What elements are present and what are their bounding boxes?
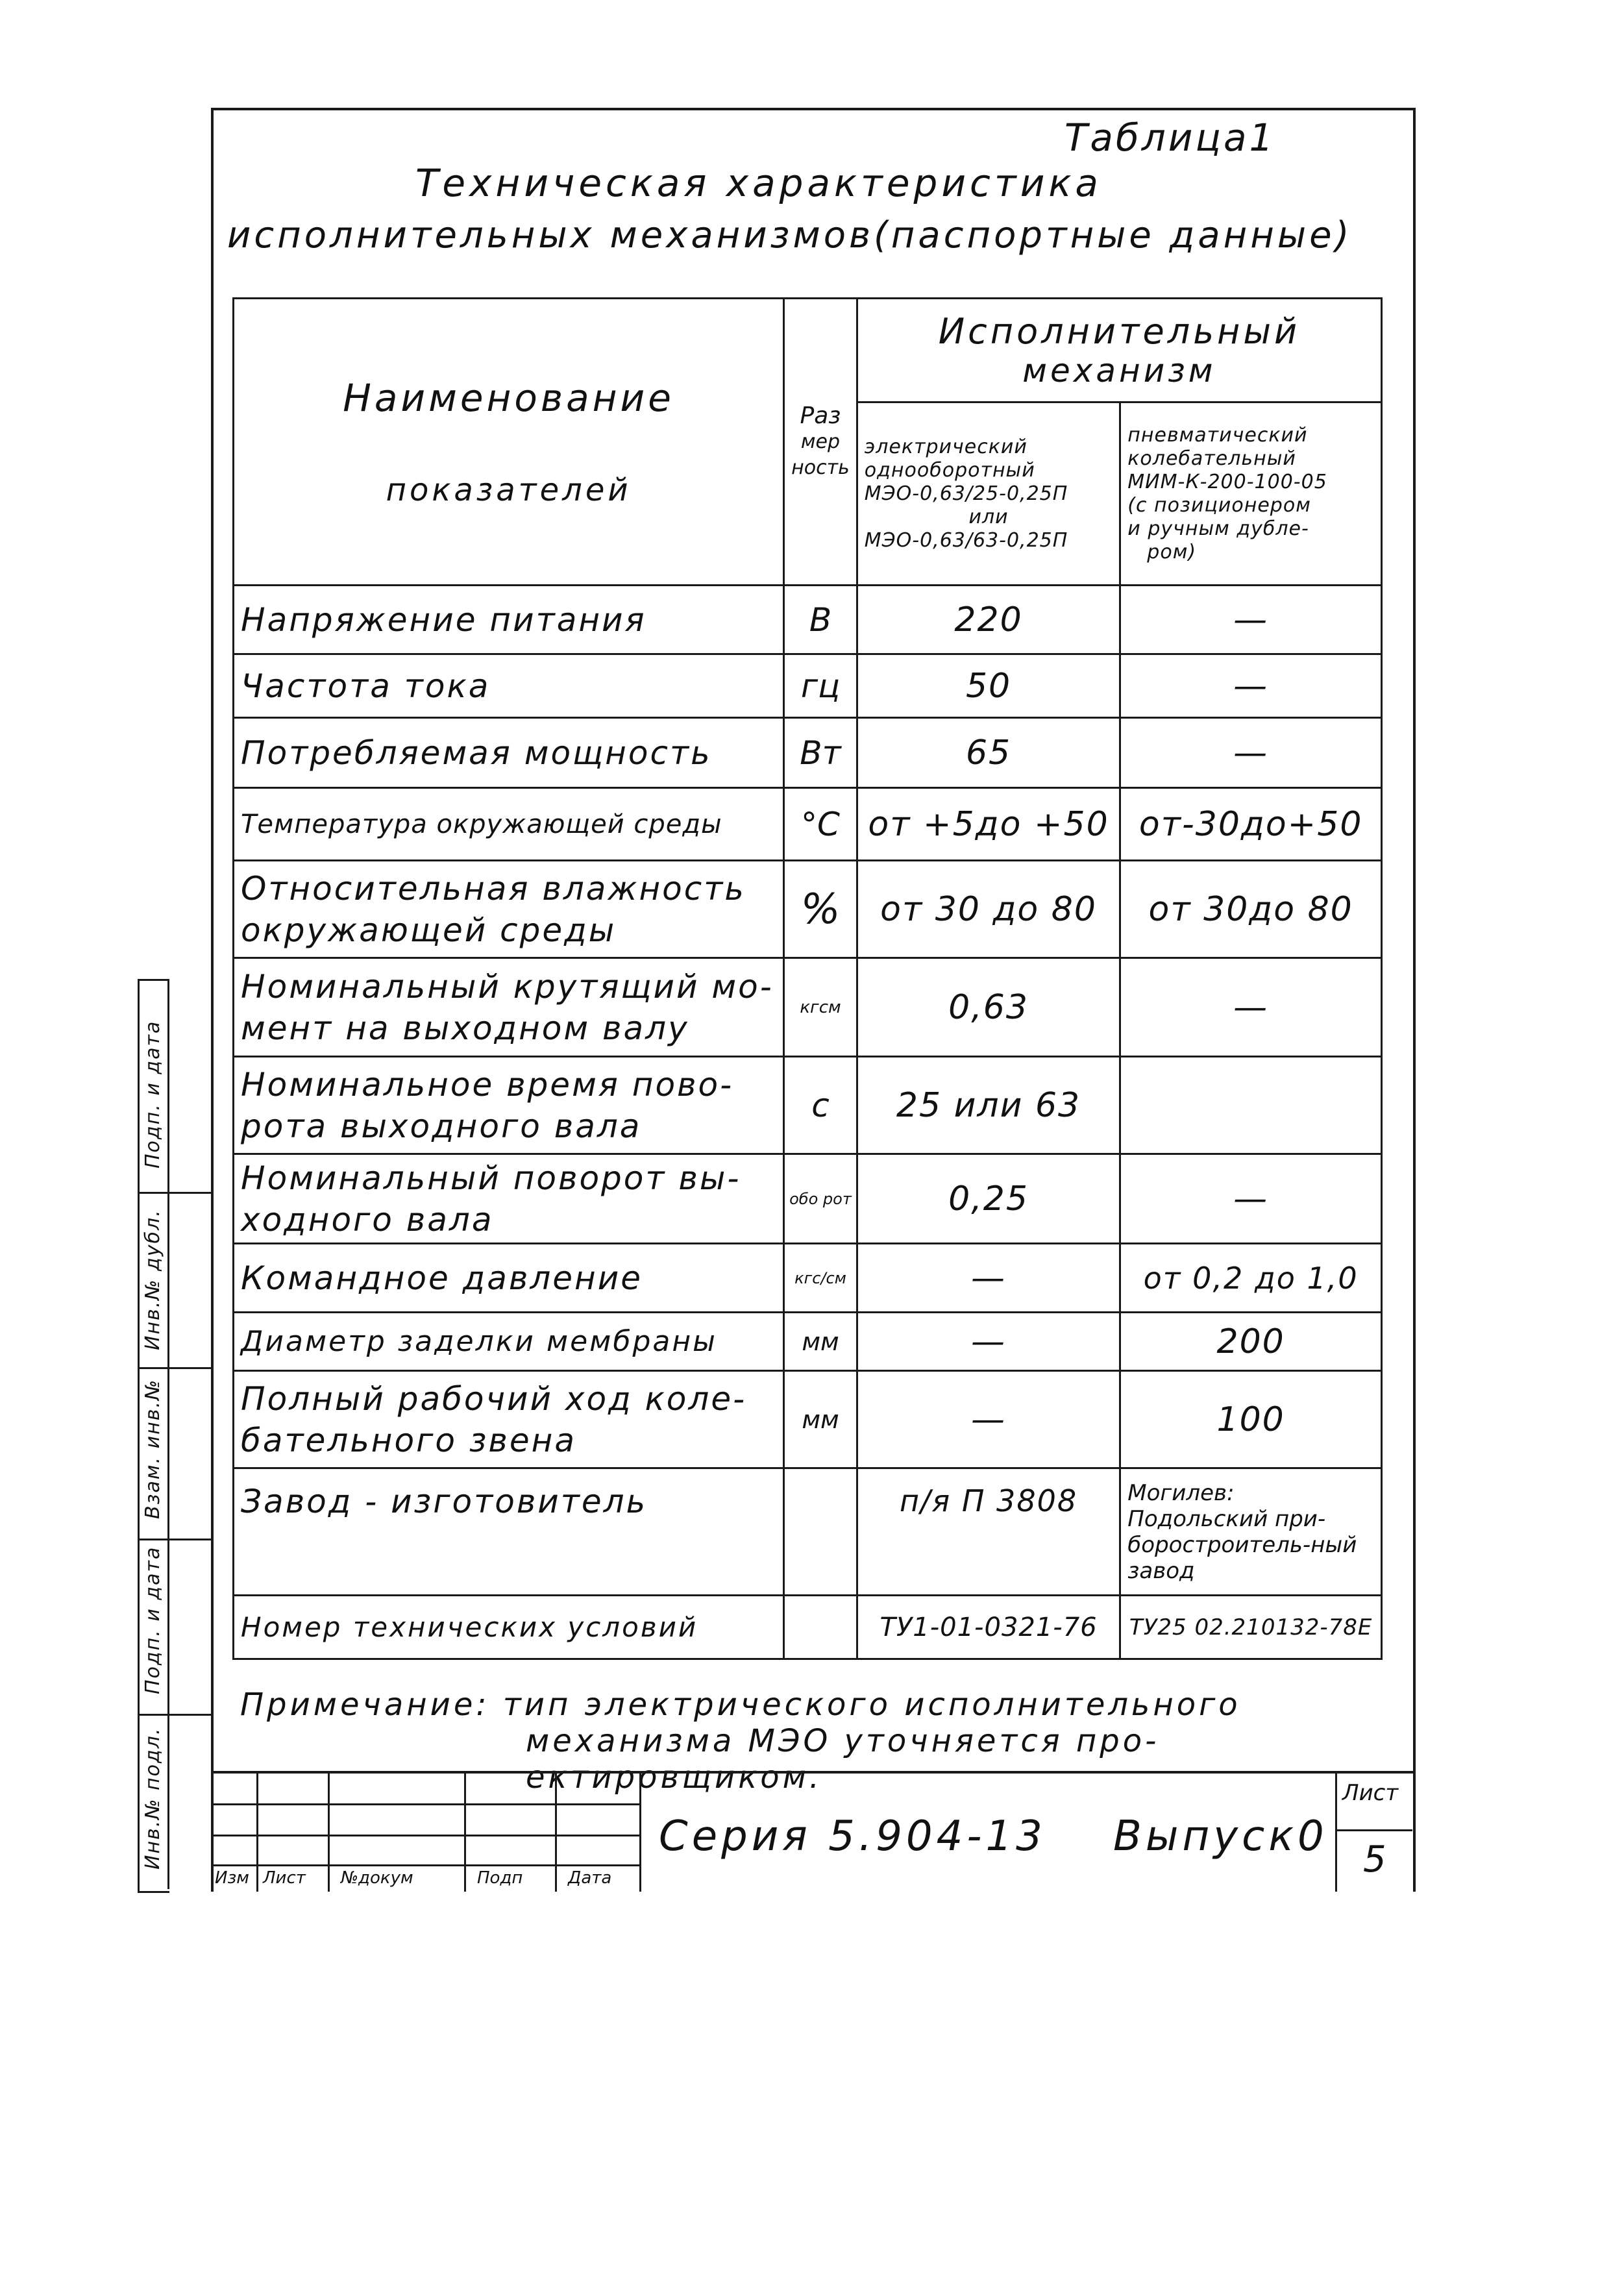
row-electric-value: от 30 до 80 (857, 861, 1120, 958)
col-header-pneu-l4: (с позиционером (1127, 493, 1311, 517)
col-header-unit-l1: Раз (800, 402, 841, 429)
row-pneumatic-value: ТУ25 02.210132-78Е (1120, 1596, 1382, 1659)
row-electric-value: от +5до +50 (857, 788, 1120, 861)
row-pneumatic-value: Могилев: Подольский при-боростроитель-ный завод (1120, 1468, 1382, 1596)
table-row (234, 861, 1382, 958)
col-header-pneu-l5: и ручным дубле- (1127, 517, 1309, 540)
side-stamp-label: Подп. и дата (141, 1546, 164, 1694)
row-name (234, 1057, 784, 1154)
row-unit (784, 1468, 857, 1596)
row-unit: Вт (784, 718, 857, 788)
row-electric-value: 65 (857, 718, 1120, 788)
row-name (234, 1154, 784, 1244)
col-header-mechanism (857, 299, 1381, 402)
side-stamp-divider (138, 1714, 211, 1716)
side-stamp-divider (138, 1367, 211, 1369)
row-electric-value: 25 или 63 (857, 1057, 1120, 1154)
page-title-line2: исполнительных механизмов(паспортные данные) (227, 214, 1353, 256)
row-name-l1: Номинальное время пово- (241, 1065, 734, 1104)
row-electric-value: — (857, 1244, 1120, 1313)
header-row-1 (234, 299, 1382, 402)
grid-line (211, 1774, 213, 1892)
row-name: Номер технических условий (234, 1596, 784, 1659)
row-pneumatic-value: — (1120, 1154, 1382, 1244)
col-header-pneu-l2: колебательный (1127, 447, 1296, 470)
table-number: Таблица1 (1064, 116, 1276, 160)
row-pneumatic-value: — (1120, 654, 1382, 718)
table-row (234, 718, 1382, 788)
side-stamp-label: Инв.№ подл. (141, 1727, 164, 1870)
row-name (234, 958, 784, 1057)
row-electric-value: ТУ1-01-0321-76 (857, 1596, 1120, 1659)
row-pneumatic-value: от-30до+50 (1120, 788, 1382, 861)
table-row (234, 788, 1382, 861)
row-electric-value: — (857, 1313, 1120, 1371)
title-block-grid (211, 1774, 639, 1892)
row-name: Завод - изготовитель (234, 1468, 784, 1596)
row-pneumatic-value: 100 (1120, 1371, 1382, 1468)
side-stamp-inner (167, 979, 213, 1889)
row-unit (784, 1596, 857, 1659)
row-name: Командное давление (234, 1244, 784, 1313)
col-izm-label: Изм (215, 1868, 249, 1888)
table-row (234, 1468, 1382, 1596)
table-row (234, 654, 1382, 718)
row-pneumatic-value: от 30до 80 (1120, 861, 1382, 958)
grid-line (256, 1774, 258, 1892)
col-list-label: Лист (263, 1868, 306, 1888)
row-electric-value: 220 (857, 586, 1120, 654)
row-name (234, 861, 784, 958)
col-header-pneu-l3: МИМ-К-200-100-05 (1127, 470, 1327, 493)
row-unit: гц (784, 654, 857, 718)
row-electric-value: п/я П 3808 (857, 1468, 1120, 1596)
table-row (234, 1244, 1382, 1313)
footnote-line2: механизма МЭО уточняется про- (526, 1723, 1160, 1759)
sheet-number: 5 (1363, 1838, 1386, 1881)
row-electric-value: — (857, 1371, 1120, 1468)
row-pneumatic-value (1120, 1057, 1382, 1154)
row-unit: В (784, 586, 857, 654)
row-unit: % (784, 861, 857, 958)
col-doc-label: №докум (341, 1868, 413, 1888)
row-electric-value: 0,63 (857, 958, 1120, 1057)
title-block (211, 1771, 1413, 1892)
col-header-unit (784, 299, 857, 586)
row-name: Температура окружающей среды (234, 788, 784, 861)
grid-line (464, 1774, 466, 1892)
row-unit: с (784, 1057, 857, 1154)
series-label: Серия 5.904-13 (659, 1812, 1046, 1861)
row-name-l2: ходного вала (241, 1200, 494, 1239)
row-pneumatic-value: от 0,2 до 1,0 (1120, 1244, 1382, 1313)
footnote-line3: ектировщиком. (526, 1759, 823, 1796)
col-data-label: Дата (568, 1868, 612, 1888)
grid-line (211, 1835, 639, 1836)
col-header-electric (857, 402, 1120, 586)
issue-label: Выпуск0 (1113, 1812, 1328, 1861)
side-stamp-divider (138, 1192, 211, 1194)
page-title-line1: Техническая характеристика (415, 161, 1102, 205)
col-header-unit-l2: мер (800, 430, 841, 453)
col-header-mech-l2: механизм (1022, 352, 1216, 389)
row-unit: мм (784, 1371, 857, 1468)
row-unit: кгс/см (784, 1244, 857, 1313)
col-header-pneu-l6: ром) (1147, 540, 1197, 563)
table-row (234, 586, 1382, 654)
grid-line (639, 1774, 641, 1892)
sheet-divider (1337, 1829, 1412, 1831)
row-name-l2: бательного звена (241, 1421, 576, 1459)
row-pneumatic-value: 200 (1120, 1313, 1382, 1371)
col-header-pneu-l1: пневматический (1127, 423, 1308, 447)
table-row (234, 1313, 1382, 1371)
row-name: Частота тока (234, 654, 784, 718)
row-name-l1: Номинальный поворот вы- (241, 1159, 741, 1197)
row-name-l1: Относительная влажность (241, 869, 746, 908)
row-name-l2: мент на выходном валу (241, 1009, 689, 1047)
row-name: Потребляемая мощность (234, 718, 784, 788)
side-stamp-label: Взам. инв.№ (141, 1378, 164, 1519)
sheet-box (1335, 1774, 1412, 1892)
row-electric-value: 0,25 (857, 1154, 1120, 1244)
table-row (234, 958, 1382, 1057)
col-header-elec-l4: или (968, 505, 1009, 528)
row-pneumatic-value: — (1120, 958, 1382, 1057)
col-header-elec-l1: электрический (864, 435, 1027, 458)
table-row (234, 1596, 1382, 1659)
row-pneumatic-value: — (1120, 586, 1382, 654)
row-name: Диаметр заделки мембраны (234, 1313, 784, 1371)
row-name-l2: окружающей среды (241, 911, 617, 949)
row-name-l1: Полный рабочий ход коле- (241, 1379, 747, 1418)
row-unit: кгсм (784, 958, 857, 1057)
table-row (234, 1371, 1382, 1468)
col-header-name-l1: Наименование (343, 375, 674, 420)
col-header-elec-l2: однооборотный (864, 458, 1035, 482)
row-unit: мм (784, 1313, 857, 1371)
grid-line (211, 1864, 639, 1866)
sheet-label: Лист (1342, 1780, 1399, 1806)
col-podp-label: Подп (477, 1868, 523, 1888)
row-unit: °С (784, 788, 857, 861)
footnote-line1: Примечание: тип электрического исполнительного (240, 1687, 1241, 1723)
col-header-name (234, 299, 784, 586)
row-name-l2: рота выходного вала (241, 1107, 642, 1145)
table-row (234, 1057, 1382, 1154)
col-header-mech-l1: Исполнительный (938, 311, 1301, 352)
col-header-unit-l3: ность (791, 456, 850, 479)
row-name: Напряжение питания (234, 586, 784, 654)
row-name-l1: Номинальный крутящий мо- (241, 967, 774, 1006)
row-electric-value: 50 (857, 654, 1120, 718)
grid-line (555, 1774, 557, 1892)
side-stamp-label: Подп. и дата (141, 1020, 164, 1168)
table-row (234, 1154, 1382, 1244)
grid-line (211, 1803, 639, 1805)
col-header-name-l2: показателей (386, 471, 632, 508)
col-header-elec-l5: МЭО-0,63/63-0,25П (864, 528, 1068, 552)
row-unit: обо рот (784, 1154, 857, 1244)
side-stamp-divider (138, 1539, 211, 1540)
spec-table (232, 297, 1383, 1660)
col-header-pneumatic (1120, 402, 1382, 586)
row-name (234, 1371, 784, 1468)
col-header-elec-l3: МЭО-0,63/25-0,25П (864, 482, 1068, 505)
grid-line (328, 1774, 330, 1892)
side-stamp-label: Инв.№ дубл. (141, 1209, 164, 1350)
row-pneumatic-value: — (1120, 718, 1382, 788)
